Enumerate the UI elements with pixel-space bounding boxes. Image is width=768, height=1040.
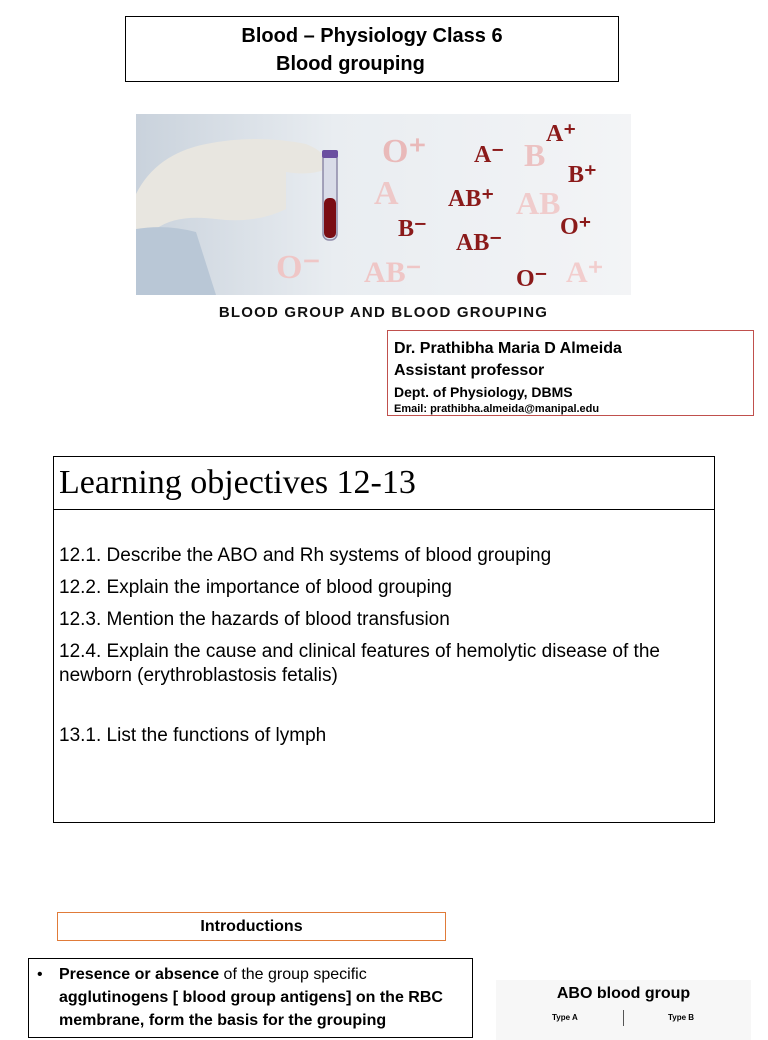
author-info-box (387, 330, 754, 416)
banner-label: A⁻ (474, 142, 504, 168)
banner-label: A⁺ (566, 256, 604, 289)
banner-label: B⁺ (568, 162, 597, 188)
banner-label: O⁻ (276, 249, 321, 286)
title-line-1: Blood – Physiology Class 6 (241, 25, 503, 47)
author-department: Dept. of Physiology, DBMS (394, 384, 573, 400)
objective-item: 12.2. Explain the importance of blood grouping (59, 577, 452, 598)
gloved-hand-shape (136, 139, 327, 234)
abo-col-type-a: Type A (552, 1013, 578, 1022)
author-role: Assistant professor (394, 362, 545, 379)
banner-label: O⁺ (560, 214, 592, 240)
author-email: Email: prathibha.almeida@manipal.edu (394, 403, 600, 415)
introductions-heading: Introductions (57, 912, 446, 941)
banner-label: AB⁻ (364, 256, 422, 289)
blood-group-banner-image (136, 114, 631, 295)
sleeve-shape (136, 227, 216, 295)
abo-figure-title: ABO blood group (556, 985, 691, 1002)
slide-title (125, 16, 619, 82)
abo-blood-group-figure (496, 980, 751, 1040)
bullet-text: of the group specific (219, 966, 367, 983)
banner-label: A (374, 175, 399, 212)
bullet-icon: • (37, 966, 43, 983)
author-name: Dr. Prathibha Maria D Almeida (394, 340, 622, 357)
banner-label: B⁻ (398, 216, 427, 242)
abo-col-type-b: Type B (668, 1013, 695, 1022)
objective-item: 13.1. List the functions of lymph (59, 725, 327, 746)
bullet-bold-text: Presence or absence (59, 966, 220, 983)
learning-objectives-heading: Learning objectives 12-13 (54, 457, 714, 510)
banner-caption: BLOOD GROUP AND BLOOD GROUPING (218, 304, 549, 321)
banner-label: B (524, 137, 546, 173)
objective-item: 12.4. Explain the cause and clinical features of hemolytic disease of the newborn (erythroblastosis fetalis) (59, 641, 660, 686)
intro-bullet-box (28, 958, 473, 1038)
learning-objectives-list (54, 510, 714, 748)
tube-cap (322, 150, 338, 158)
objective-item: 12.1. Describe the ABO and Rh systems of blood grouping (59, 545, 552, 566)
banner-label: O⁻ (516, 266, 548, 292)
banner-label: AB⁺ (448, 186, 495, 212)
blood-sample (324, 198, 336, 238)
objective-item: 12.3. Mention the hazards of blood transfusion (59, 609, 450, 630)
banner-label: AB⁻ (456, 230, 503, 256)
banner-label: A⁺ (546, 121, 576, 147)
learning-objectives-box (53, 456, 715, 823)
banner-label: AB (516, 185, 561, 221)
banner-label: O⁺ (382, 133, 427, 170)
title-line-2: Blood grouping (276, 53, 425, 75)
banner-illustration (136, 114, 631, 295)
bullet-bold-text-2: agglutinogens [ blood group antigens] on the RBC membrane, form the basis for the grouping (59, 989, 443, 1029)
